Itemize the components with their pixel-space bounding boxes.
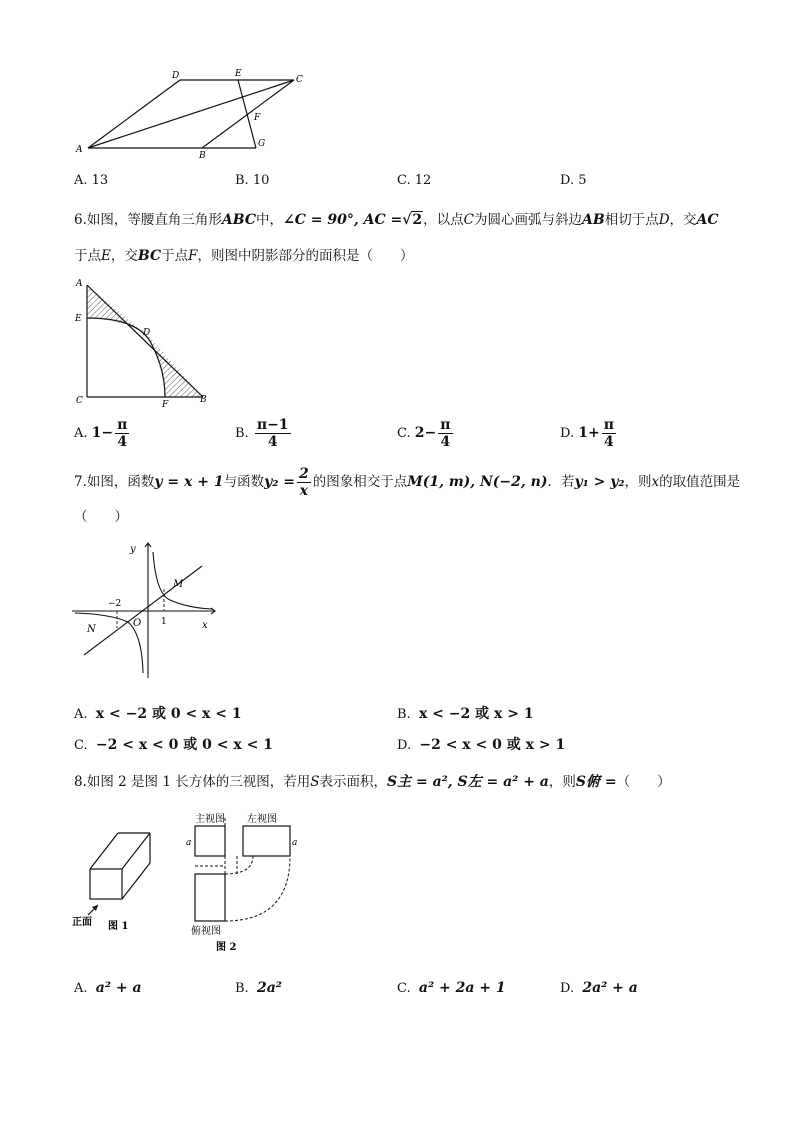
label-E: E: [75, 314, 82, 324]
fig2-main-label: 主视图: [195, 814, 225, 825]
label-N: N: [87, 624, 96, 635]
q6-option-d[interactable]: D. 1+ $\frac{\pi}{4}$: [560, 417, 614, 450]
q6-stem-line2: 于点E，交BC于点F，则图中阴影部分的面积是（ ）: [74, 248, 414, 264]
q7-option-c[interactable]: C. −2 < x < 0 或 0 < x < 1: [74, 737, 273, 753]
q8-option-a[interactable]: A. a² + a: [74, 980, 142, 996]
q5-option-b[interactable]: B. 10: [235, 173, 270, 188]
label-B: B: [199, 151, 206, 161]
fig2-a-left: a: [186, 838, 192, 848]
label-A: A: [76, 145, 83, 155]
label-C: C: [76, 396, 83, 406]
q7-option-a[interactable]: A. x < −2 或 0 < x < 1: [74, 706, 242, 722]
q6-option-a[interactable]: A. 1− $\frac{\pi}{4}$: [74, 417, 128, 450]
label-G: G: [258, 139, 266, 149]
q8-cuboid-figure: [68, 825, 168, 935]
fig1-front-label: 正面: [72, 917, 92, 928]
label-x: x: [202, 620, 208, 631]
label-D: D: [172, 71, 180, 81]
fig2-left-label: 左视图: [247, 814, 277, 825]
label-M: M: [173, 579, 184, 590]
label-O: O: [133, 618, 142, 629]
label-B: B: [200, 395, 207, 405]
q8-option-d[interactable]: D. 2a² + a: [560, 980, 638, 996]
label-one: 1: [161, 617, 167, 627]
q7-option-b[interactable]: B. x < −2 或 x > 1: [397, 706, 534, 722]
q8-three-views-figure: [183, 808, 303, 958]
q5-option-d[interactable]: D. 5: [560, 173, 587, 188]
q8-option-c[interactable]: C. a² + 2a + 1: [397, 980, 506, 996]
fig1-caption: 图 1: [108, 921, 129, 932]
label-E: E: [235, 69, 242, 79]
q7-graph-figure: [70, 538, 220, 683]
label-F: F: [162, 400, 169, 410]
q5-option-c[interactable]: C. 12: [397, 173, 432, 188]
shade-bottom: [145, 332, 203, 397]
q7-stem-line2: （ ）: [74, 509, 128, 525]
q6-stem-line1: 6.如图，等腰直角三角形ABC中，∠C = 90°, AC =√2，以点C为圆心画弧与斜边AB相切于点D，交AC: [74, 212, 719, 228]
q8-stem: 8.如图 2 是图 1 长方体的三视图，若用S表示面积，S主 = a², S左 = a² + a，则S俯 =（ ）: [74, 774, 671, 790]
label-F: F: [254, 113, 261, 123]
label-C: C: [296, 75, 303, 85]
label-y: y: [130, 544, 136, 555]
label-neg2: −2: [108, 599, 122, 609]
fig2-a-right: a: [292, 838, 298, 848]
q7-stem-line1: 7.如图，函数y = x + 1与函数y₂ = $\frac{2}{x}$ 的图象相交于点M(1, m), N(−2, n)．若y₁ > y₂，则x的取值范围是: [74, 466, 741, 499]
q8-option-b[interactable]: B. 2a²: [235, 980, 282, 996]
q6-option-b[interactable]: B. $\frac{\pi-1}{4}$: [235, 417, 289, 450]
q6-triangle-figure: [70, 275, 220, 410]
q7-option-d[interactable]: D. −2 < x < 0 或 x > 1: [397, 737, 566, 753]
q5-option-a[interactable]: A. 13: [74, 173, 109, 188]
fig2-caption: 图 2: [216, 942, 237, 953]
q5-parallelogram-figure: [70, 62, 310, 162]
q6-option-c[interactable]: C. 2− $\frac{\pi}{4}$: [397, 417, 451, 450]
shade-top: [87, 285, 143, 332]
label-A: A: [76, 279, 83, 289]
fig2-top-label: 俯视图: [191, 926, 221, 937]
label-D: D: [143, 328, 151, 338]
